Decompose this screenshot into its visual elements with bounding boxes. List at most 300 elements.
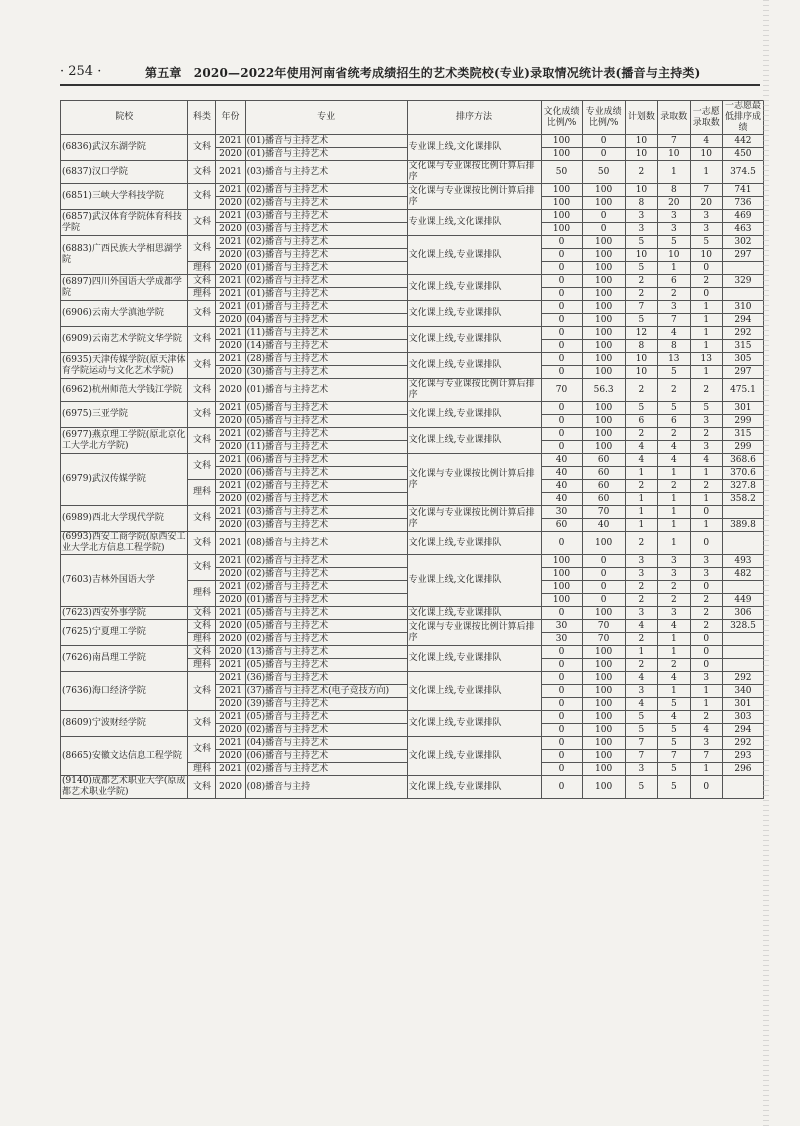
- col-header: 一志愿最低排序成绩: [722, 101, 763, 135]
- school-cell: (7636)海口经济学院: [61, 672, 188, 711]
- first-cell: 3: [690, 441, 722, 454]
- col-header: 排序方法: [407, 101, 541, 135]
- major-cell: (03)播音与主持艺术: [245, 223, 407, 236]
- year-cell: 2021: [216, 506, 245, 519]
- table-row: [61, 161, 764, 184]
- category-cell: 文科: [188, 737, 216, 763]
- wen-cell: 0: [541, 646, 582, 659]
- first-cell: 1: [690, 698, 722, 711]
- first-cell: 0: [690, 659, 722, 672]
- method-cell: 文化课与专业课按比例计算后排序: [407, 184, 541, 210]
- first-cell: 0: [690, 532, 722, 555]
- table-row: [61, 711, 764, 724]
- school-cell: (6993)西安工商学院(原西安工业大学北方信息工程学院): [61, 532, 188, 555]
- first-cell: 1: [690, 327, 722, 340]
- col-header: 文化成绩比例/%: [541, 101, 582, 135]
- major-cell: (01)播音与主持艺术: [245, 594, 407, 607]
- first-cell: 10: [690, 249, 722, 262]
- year-cell: 2021: [216, 685, 245, 698]
- school-cell: (6883)广西民族大学相思湖学院: [61, 236, 188, 275]
- category-cell: 文科: [188, 210, 216, 236]
- table-row: [61, 776, 764, 799]
- first-cell: 0: [690, 288, 722, 301]
- admit-cell: 2: [658, 581, 690, 594]
- major-cell: (05)播音与主持艺术: [245, 402, 407, 415]
- score-cell: 340: [722, 685, 763, 698]
- zhuan-cell: 60: [582, 467, 625, 480]
- zhuan-cell: 100: [582, 301, 625, 314]
- plan-cell: 4: [625, 698, 657, 711]
- first-cell: 1: [690, 340, 722, 353]
- col-header: 年份: [216, 101, 245, 135]
- major-cell: (01)播音与主持艺术: [245, 288, 407, 301]
- admit-cell: 1: [658, 519, 690, 532]
- zhuan-cell: 100: [582, 711, 625, 724]
- wen-cell: 0: [541, 711, 582, 724]
- year-cell: 2021: [216, 402, 245, 415]
- plan-cell: 10: [625, 249, 657, 262]
- method-cell: 文化课上线,专业课排队: [407, 532, 541, 555]
- major-cell: (02)播音与主持艺术: [245, 724, 407, 737]
- category-cell: 文科: [188, 607, 216, 620]
- table-row: [61, 646, 764, 659]
- plan-cell: 2: [625, 275, 657, 288]
- wen-cell: 0: [541, 314, 582, 327]
- wen-cell: 0: [541, 275, 582, 288]
- plan-cell: 2: [625, 633, 657, 646]
- plan-cell: 10: [625, 148, 657, 161]
- zhuan-cell: 100: [582, 672, 625, 685]
- category-cell: 文科: [188, 506, 216, 532]
- school-cell: (6977)燕京理工学院(原北京化工大学北方学院): [61, 428, 188, 454]
- wen-cell: 0: [541, 402, 582, 415]
- admit-cell: 2: [658, 379, 690, 402]
- score-cell: 292: [722, 737, 763, 750]
- plan-cell: 5: [625, 314, 657, 327]
- wen-cell: 0: [541, 672, 582, 685]
- major-cell: (05)播音与主持艺术: [245, 607, 407, 620]
- year-cell: 2020: [216, 197, 245, 210]
- zhuan-cell: 0: [582, 148, 625, 161]
- admit-cell: 4: [658, 620, 690, 633]
- major-cell: (01)播音与主持艺术: [245, 148, 407, 161]
- major-cell: (13)播音与主持艺术: [245, 646, 407, 659]
- first-cell: 4: [690, 135, 722, 148]
- wen-cell: 40: [541, 480, 582, 493]
- wen-cell: 60: [541, 519, 582, 532]
- school-cell: (6989)西北大学现代学院: [61, 506, 188, 532]
- score-cell: 358.2: [722, 493, 763, 506]
- admit-cell: 7: [658, 135, 690, 148]
- score-cell: 374.5: [722, 161, 763, 184]
- year-cell: 2021: [216, 763, 245, 776]
- category-cell: 文科: [188, 646, 216, 659]
- zhuan-cell: 100: [582, 353, 625, 366]
- wen-cell: 0: [541, 353, 582, 366]
- table-row: [61, 428, 764, 441]
- score-cell: [722, 776, 763, 799]
- zhuan-cell: 100: [582, 275, 625, 288]
- year-cell: 2020: [216, 415, 245, 428]
- year-cell: 2020: [216, 340, 245, 353]
- category-cell: 文科: [188, 236, 216, 262]
- major-cell: (02)播音与主持艺术: [245, 581, 407, 594]
- category-cell: 文科: [188, 161, 216, 184]
- admit-cell: 3: [658, 555, 690, 568]
- major-cell: (14)播音与主持艺术: [245, 340, 407, 353]
- major-cell: (01)播音与主持艺术: [245, 262, 407, 275]
- wen-cell: 0: [541, 698, 582, 711]
- first-cell: 1: [690, 301, 722, 314]
- score-cell: 299: [722, 441, 763, 454]
- plan-cell: 2: [625, 161, 657, 184]
- score-cell: 305: [722, 353, 763, 366]
- year-cell: 2021: [216, 672, 245, 685]
- school-cell: (6962)杭州师范大学钱江学院: [61, 379, 188, 402]
- category-cell: 文科: [188, 353, 216, 379]
- plan-cell: 5: [625, 402, 657, 415]
- year-cell: 2021: [216, 737, 245, 750]
- table-row: [61, 184, 764, 197]
- zhuan-cell: 100: [582, 776, 625, 799]
- header-rule: [60, 84, 760, 86]
- first-cell: 1: [690, 763, 722, 776]
- zhuan-cell: 100: [582, 366, 625, 379]
- first-cell: 7: [690, 750, 722, 763]
- school-cell: (6975)三亚学院: [61, 402, 188, 428]
- zhuan-cell: 100: [582, 646, 625, 659]
- year-cell: 2020: [216, 366, 245, 379]
- category-cell: 文科: [188, 454, 216, 480]
- year-cell: 2021: [216, 711, 245, 724]
- plan-cell: 3: [625, 607, 657, 620]
- col-header: 专业: [245, 101, 407, 135]
- method-cell: 文化课上线,专业课排队: [407, 353, 541, 379]
- wen-cell: 0: [541, 340, 582, 353]
- first-cell: 2: [690, 379, 722, 402]
- plan-cell: 1: [625, 519, 657, 532]
- admit-cell: 3: [658, 568, 690, 581]
- year-cell: 2021: [216, 659, 245, 672]
- admit-cell: 7: [658, 314, 690, 327]
- year-cell: 2021: [216, 135, 245, 148]
- zhuan-cell: 40: [582, 519, 625, 532]
- wen-cell: 0: [541, 685, 582, 698]
- category-cell: 文科: [188, 275, 216, 288]
- major-cell: (02)播音与主持艺术: [245, 275, 407, 288]
- first-cell: 3: [690, 555, 722, 568]
- plan-cell: 3: [625, 555, 657, 568]
- major-cell: (02)播音与主持艺术: [245, 428, 407, 441]
- school-cell: (6906)云南大学滇池学院: [61, 301, 188, 327]
- admit-cell: 10: [658, 148, 690, 161]
- admission-table-wrapper: [60, 100, 764, 799]
- admit-cell: 2: [658, 480, 690, 493]
- plan-cell: 5: [625, 776, 657, 799]
- table-header-row: [61, 101, 764, 135]
- school-cell: (8609)宁波财经学院: [61, 711, 188, 737]
- year-cell: 2021: [216, 581, 245, 594]
- zhuan-cell: 100: [582, 428, 625, 441]
- plan-cell: 7: [625, 301, 657, 314]
- plan-cell: 1: [625, 646, 657, 659]
- table-row: [61, 210, 764, 223]
- wen-cell: 0: [541, 415, 582, 428]
- year-cell: 2020: [216, 698, 245, 711]
- score-cell: 463: [722, 223, 763, 236]
- first-cell: 0: [690, 633, 722, 646]
- admit-cell: 5: [658, 737, 690, 750]
- wen-cell: 0: [541, 366, 582, 379]
- admit-cell: 1: [658, 467, 690, 480]
- method-cell: 文化课上线,专业课排队: [407, 275, 541, 301]
- year-cell: 2020: [216, 620, 245, 633]
- wen-cell: 0: [541, 737, 582, 750]
- score-cell: 294: [722, 314, 763, 327]
- first-cell: 0: [690, 776, 722, 799]
- plan-cell: 3: [625, 685, 657, 698]
- year-cell: 2020: [216, 249, 245, 262]
- first-cell: 3: [690, 210, 722, 223]
- zhuan-cell: 70: [582, 633, 625, 646]
- score-cell: 293: [722, 750, 763, 763]
- zhuan-cell: 100: [582, 698, 625, 711]
- category-cell: 理科: [188, 262, 216, 275]
- table-row: [61, 607, 764, 620]
- major-cell: (37)播音与主持艺术(电子竞技方向): [245, 685, 407, 698]
- school-cell: (6857)武汉体育学院体育科技学院: [61, 210, 188, 236]
- wen-cell: 0: [541, 249, 582, 262]
- plan-cell: 7: [625, 737, 657, 750]
- first-cell: 1: [690, 366, 722, 379]
- admit-cell: 2: [658, 428, 690, 441]
- score-cell: 475.1: [722, 379, 763, 402]
- admit-cell: 6: [658, 275, 690, 288]
- first-cell: 4: [690, 724, 722, 737]
- year-cell: 2020: [216, 223, 245, 236]
- method-cell: 文化课上线,专业课排队: [407, 327, 541, 353]
- year-cell: 2020: [216, 148, 245, 161]
- admit-cell: 1: [658, 493, 690, 506]
- school-cell: (6897)四川外国语大学成都学院: [61, 275, 188, 301]
- first-cell: 4: [690, 454, 722, 467]
- plan-cell: 10: [625, 184, 657, 197]
- table-row: [61, 672, 764, 685]
- first-cell: 1: [690, 161, 722, 184]
- score-cell: [722, 659, 763, 672]
- wen-cell: 100: [541, 555, 582, 568]
- zhuan-cell: 100: [582, 750, 625, 763]
- first-cell: 20: [690, 197, 722, 210]
- score-cell: [722, 506, 763, 519]
- table-row: [61, 301, 764, 314]
- school-cell: (7603)吉林外国语大学: [61, 555, 188, 607]
- zhuan-cell: 0: [582, 594, 625, 607]
- score-cell: 327.8: [722, 480, 763, 493]
- score-cell: 315: [722, 428, 763, 441]
- plan-cell: 4: [625, 454, 657, 467]
- plan-cell: 5: [625, 236, 657, 249]
- admit-cell: 3: [658, 210, 690, 223]
- wen-cell: 100: [541, 210, 582, 223]
- category-cell: 文科: [188, 402, 216, 428]
- zhuan-cell: 100: [582, 724, 625, 737]
- school-cell: (9140)成都艺术职业大学(原成都艺术职业学院): [61, 776, 188, 799]
- method-cell: 专业课上线,文化课排队: [407, 135, 541, 161]
- category-cell: 文科: [188, 711, 216, 737]
- admit-cell: 5: [658, 724, 690, 737]
- wen-cell: 0: [541, 288, 582, 301]
- year-cell: 2021: [216, 236, 245, 249]
- wen-cell: 0: [541, 428, 582, 441]
- method-cell: 文化课与专业课按比例计算后排序: [407, 506, 541, 532]
- wen-cell: 70: [541, 379, 582, 402]
- year-cell: 2021: [216, 607, 245, 620]
- plan-cell: 2: [625, 532, 657, 555]
- zhuan-cell: 100: [582, 763, 625, 776]
- admit-cell: 1: [658, 506, 690, 519]
- school-cell: (7623)西安外事学院: [61, 607, 188, 620]
- year-cell: 2021: [216, 161, 245, 184]
- wen-cell: 0: [541, 327, 582, 340]
- method-cell: 文化课与专业课按比例计算后排序: [407, 454, 541, 506]
- zhuan-cell: 100: [582, 685, 625, 698]
- major-cell: (01)播音与主持艺术: [245, 135, 407, 148]
- category-cell: 文科: [188, 184, 216, 210]
- zhuan-cell: 0: [582, 555, 625, 568]
- score-cell: 301: [722, 402, 763, 415]
- score-cell: 299: [722, 415, 763, 428]
- first-cell: 1: [690, 314, 722, 327]
- admit-cell: 1: [658, 633, 690, 646]
- score-cell: 370.6: [722, 467, 763, 480]
- year-cell: 2021: [216, 555, 245, 568]
- score-cell: 328.5: [722, 620, 763, 633]
- method-cell: 文化课与专业课按比例计算后排序: [407, 379, 541, 402]
- wen-cell: 100: [541, 594, 582, 607]
- plan-cell: 3: [625, 223, 657, 236]
- zhuan-cell: 50: [582, 161, 625, 184]
- major-cell: (04)播音与主持艺术: [245, 314, 407, 327]
- major-cell: (11)播音与主持艺术: [245, 327, 407, 340]
- zhuan-cell: 100: [582, 262, 625, 275]
- category-cell: 理科: [188, 480, 216, 506]
- major-cell: (28)播音与主持艺术: [245, 353, 407, 366]
- major-cell: (02)播音与主持艺术: [245, 236, 407, 249]
- major-cell: (06)播音与主持艺术: [245, 454, 407, 467]
- major-cell: (02)播音与主持艺术: [245, 197, 407, 210]
- plan-cell: 10: [625, 135, 657, 148]
- zhuan-cell: 60: [582, 493, 625, 506]
- admit-cell: 3: [658, 301, 690, 314]
- major-cell: (03)播音与主持艺术: [245, 210, 407, 223]
- category-cell: 文科: [188, 776, 216, 799]
- score-cell: 292: [722, 672, 763, 685]
- school-cell: (7625)宁夏理工学院: [61, 620, 188, 646]
- admit-cell: 4: [658, 711, 690, 724]
- admit-cell: 8: [658, 340, 690, 353]
- plan-cell: 8: [625, 340, 657, 353]
- plan-cell: 5: [625, 724, 657, 737]
- table-row: [61, 737, 764, 750]
- wen-cell: 100: [541, 581, 582, 594]
- year-cell: 2021: [216, 210, 245, 223]
- school-cell: (6837)汉口学院: [61, 161, 188, 184]
- table-row: [61, 506, 764, 519]
- zhuan-cell: 100: [582, 532, 625, 555]
- col-header: 录取数: [658, 101, 690, 135]
- admit-cell: 4: [658, 454, 690, 467]
- admit-cell: 4: [658, 441, 690, 454]
- category-cell: 文科: [188, 301, 216, 327]
- plan-cell: 4: [625, 441, 657, 454]
- wen-cell: 50: [541, 161, 582, 184]
- score-cell: 329: [722, 275, 763, 288]
- year-cell: 2021: [216, 532, 245, 555]
- first-cell: 3: [690, 672, 722, 685]
- plan-cell: 10: [625, 353, 657, 366]
- major-cell: (06)播音与主持艺术: [245, 750, 407, 763]
- admit-cell: 8: [658, 184, 690, 197]
- score-cell: [722, 288, 763, 301]
- school-cell: (6979)武汉传媒学院: [61, 454, 188, 506]
- zhuan-cell: 0: [582, 568, 625, 581]
- wen-cell: 30: [541, 506, 582, 519]
- year-cell: 2020: [216, 646, 245, 659]
- admit-cell: 4: [658, 672, 690, 685]
- major-cell: (03)播音与主持艺术: [245, 249, 407, 262]
- score-cell: [722, 633, 763, 646]
- school-cell: (7626)南昌理工学院: [61, 646, 188, 672]
- wen-cell: 100: [541, 184, 582, 197]
- zhuan-cell: 0: [582, 223, 625, 236]
- major-cell: (06)播音与主持艺术: [245, 467, 407, 480]
- col-header: 科类: [188, 101, 216, 135]
- first-cell: 3: [690, 223, 722, 236]
- admit-cell: 5: [658, 402, 690, 415]
- method-cell: 专业课上线,文化课排队: [407, 555, 541, 607]
- major-cell: (03)播音与主持艺术: [245, 161, 407, 184]
- plan-cell: 3: [625, 210, 657, 223]
- admit-cell: 2: [658, 288, 690, 301]
- score-cell: 310: [722, 301, 763, 314]
- zhuan-cell: 100: [582, 340, 625, 353]
- school-cell: (6851)三峡大学科技学院: [61, 184, 188, 210]
- major-cell: (01)播音与主持艺术: [245, 379, 407, 402]
- zhuan-cell: 60: [582, 454, 625, 467]
- plan-cell: 5: [625, 262, 657, 275]
- plan-cell: 10: [625, 366, 657, 379]
- plan-cell: 2: [625, 480, 657, 493]
- score-cell: 736: [722, 197, 763, 210]
- score-cell: 303: [722, 711, 763, 724]
- table-row: [61, 379, 764, 402]
- table-row: [61, 327, 764, 340]
- zhuan-cell: 100: [582, 441, 625, 454]
- score-cell: 368.6: [722, 454, 763, 467]
- year-cell: 2020: [216, 314, 245, 327]
- admit-cell: 5: [658, 698, 690, 711]
- first-cell: 2: [690, 275, 722, 288]
- year-cell: 2020: [216, 441, 245, 454]
- first-cell: 0: [690, 646, 722, 659]
- category-cell: 理科: [188, 288, 216, 301]
- plan-cell: 1: [625, 467, 657, 480]
- first-cell: 0: [690, 581, 722, 594]
- category-cell: 文科: [188, 379, 216, 402]
- table-row: [61, 454, 764, 467]
- score-cell: 389.8: [722, 519, 763, 532]
